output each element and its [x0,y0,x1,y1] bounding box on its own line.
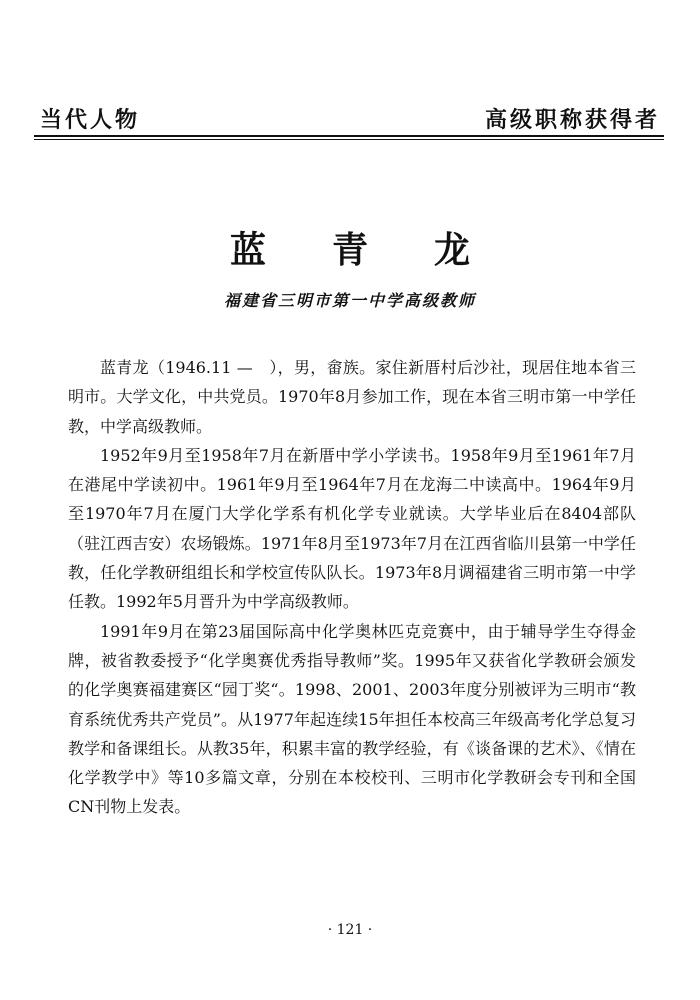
paragraph-achievements: 1991年9月在第23届国际高中化学奥林匹克竞赛中，由于辅导学生夺得金牌，被省教委授予“化学奥赛优秀指导教师”奖。1995年又获省化学教研会颁发的化学奥赛福建赛区“园丁奖“。1998、2001、2003年度分别被评为三明市“教育系统优秀共产党员”。从1977年起连续15年担任本校高三年级高考化学总复习教学和备课组长。从教35年，积累丰富的教学经验，有《谈备课的艺术》、《情在化学教学中》等10多篇文章，分别在本校校刊、三明市化学教研会专刊和全国CN刊物上发表。 [68,621,636,817]
paragraph-bio: 蓝青龙（1946.11 — ），男，畲族。家住新厝村后沙社，现居住地本省三明市。大学文化，中共党员。1970年8月参加工作，现在本省三明市第一中学任教，中学高级教师。 [68,358,636,436]
header-rule [34,135,664,137]
running-header-category: 高级职称获得者 [484,108,660,133]
article-title: 蓝青龙 [229,230,536,271]
header-rule-thin [34,139,664,140]
page-number: · 121 · [327,922,373,938]
article-body [68,353,636,822]
running-header-section: 当代人物 [40,108,141,133]
paragraph-education: 1952年9月至1958年7月在新厝中学小学读书。1958年9月至1961年7月在港尾中学读初中。1961年9月至1964年7月在龙海二中读高中。1964年9月至1970年7月在厦门大学化学系有机化学专业就读。大学毕业后在8404部队（驻江西吉安）农场锻炼。1971年8月至1973年7月在江西省临川县第一中学任教，任化学教研组组长和学校宣传队队长。1973年8月调福建省三明市第一中学任教。1992年5月晋升为中学高级教师。 [68,445,636,612]
article-subtitle: 福建省三明市第一中学高级教师 [223,291,476,310]
